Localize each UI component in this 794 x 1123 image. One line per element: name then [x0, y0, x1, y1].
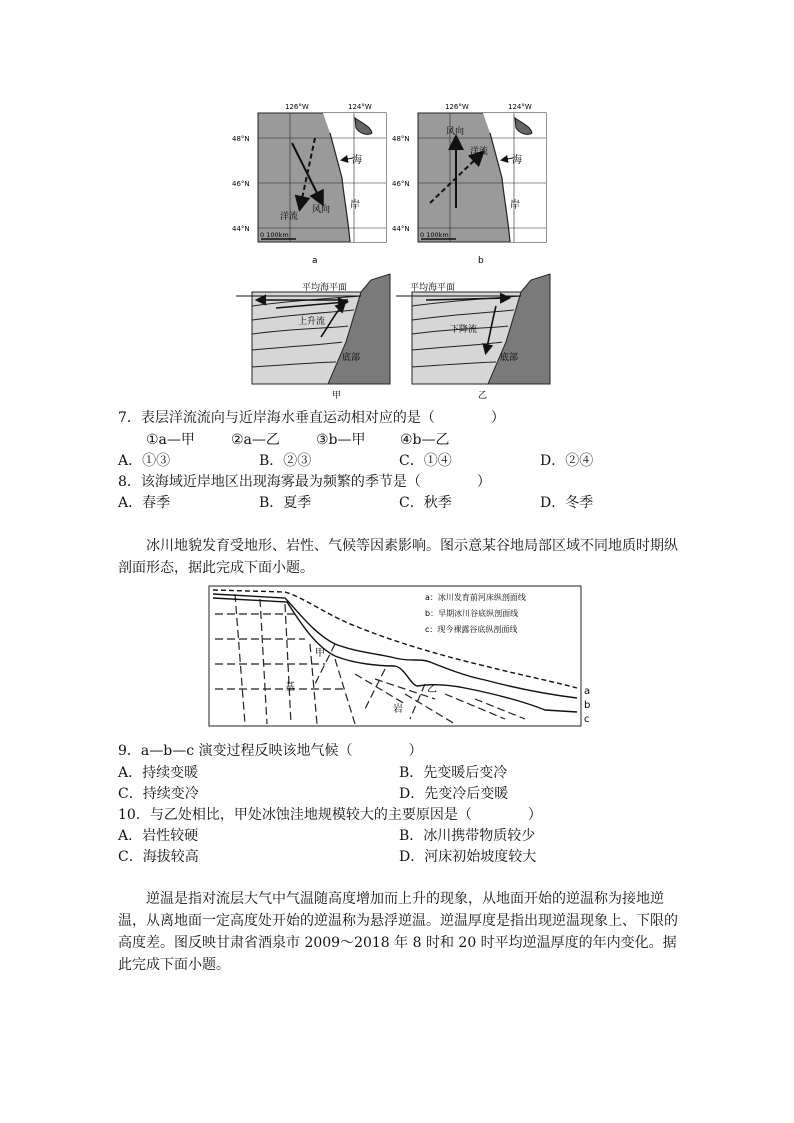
q7-item-2: ②a—乙 [231, 432, 280, 448]
bottom-label: 底部 [342, 353, 361, 363]
glacier-label-yi: 乙 [427, 684, 437, 695]
lat-label-46: 46°N [232, 180, 250, 188]
end-label-c: c [584, 714, 590, 725]
upwelling-label: 上升流 [298, 317, 326, 327]
q7-option-b[interactable]: B．②③ [259, 453, 312, 469]
label-current: 洋流 [280, 212, 299, 222]
q8-option-d[interactable]: D．冬季 [540, 495, 594, 511]
end-label-a: a [584, 686, 591, 697]
lon-label-126: 126°W [445, 103, 469, 111]
lon-label-124: 124°W [508, 103, 532, 111]
label-shore: 岸 [510, 200, 520, 211]
lat-label-44: 44°N [392, 225, 410, 233]
q7-stem: 7．表层洋流流向与近岸海水垂直运动相对应的是（ ） [118, 410, 505, 426]
q8-option-c[interactable]: C．秋季 [399, 495, 452, 511]
caption-b: b [478, 256, 484, 266]
caption-a: a [312, 256, 318, 266]
q7-item-4: ④b—乙 [400, 432, 450, 448]
lat-label-46: 46°N [392, 180, 410, 188]
q8-option-a[interactable]: A．春季 [118, 495, 171, 511]
lat-label-44: 44°N [232, 225, 250, 233]
label-shore: 岸 [350, 200, 360, 211]
scale-text: 0 100km [420, 231, 449, 239]
label-wind: 风向 [312, 205, 331, 215]
legend-c: c：现今裸露谷底纵剖面线 [425, 625, 518, 634]
glacier-label-ji: 基 [285, 682, 295, 693]
glacier-label-yan: 岩 [393, 704, 403, 715]
scale-text: 0 100km [260, 231, 289, 239]
q7-option-d[interactable]: D．②④ [540, 453, 594, 469]
section-jia [236, 272, 396, 402]
caption-yi: 乙 [478, 391, 488, 401]
legend-b: b：早期冰川谷底纵剖面线 [425, 609, 519, 618]
q10-stem: 10．与乙处相比，甲处冰蚀洼地规模较大的主要原因是（ ） [118, 807, 542, 823]
q8-stem: 8．该海域近岸地区出现海雾最为频繁的季节是（ ） [118, 474, 491, 490]
lon-label-124: 124°W [348, 103, 372, 111]
lon-label-126: 126°W [285, 103, 309, 111]
bottom-label: 底部 [500, 353, 519, 363]
q8-option-b[interactable]: B．夏季 [259, 495, 312, 511]
q9-option-c[interactable]: C．持续变冷 [118, 786, 199, 802]
section-yi [396, 272, 556, 402]
q9-stem: 9．a—b—c 演变过程反映该地气候（ ） [118, 743, 423, 759]
glacier-profile [205, 584, 600, 734]
q9-option-d[interactable]: D．先变冷后变暖 [399, 786, 509, 802]
q7-item-3: ③b—甲 [316, 432, 366, 448]
label-sea: 海 [512, 155, 522, 166]
label-sea: 海 [352, 155, 362, 166]
sea-level-label: 平均海平面 [302, 283, 348, 293]
intro-inversion: 逆温是指对流层大气中气温随高度增加而上升的现象，从地面开始的逆温称为接地逆温，从离地面一定高度处开始的逆温称为悬浮逆温。逆温厚度是指出现逆温现象上、下限的高度差。图反映甘肃省酒泉市 2009～2018 年 8 时和 20 时平均逆温厚度的年内变化。据此完成下面小题。 [118, 891, 678, 973]
end-label-b: b [584, 700, 591, 711]
caption-jia: 甲 [332, 391, 342, 401]
lat-label-48: 48°N [232, 135, 250, 143]
q10-option-a[interactable]: A．岩性较硬 [118, 828, 199, 844]
q10-option-d[interactable]: D．河床初始坡度较大 [399, 849, 537, 865]
map-a [230, 98, 400, 268]
lat-label-48: 48°N [392, 135, 410, 143]
q9-option-b[interactable]: B．先变暖后变冷 [399, 765, 508, 781]
q10-option-c[interactable]: C．海拔较高 [118, 849, 199, 865]
downwelling-label: 下降流 [450, 325, 478, 335]
q7-option-c[interactable]: C．①④ [399, 453, 452, 469]
q7-item-1: ①a—甲 [146, 432, 195, 448]
glacier-label-jia: 甲 [315, 648, 325, 659]
q10-option-b[interactable]: B．冰川携带物质较少 [399, 828, 536, 844]
label-current: 洋流 [470, 147, 489, 157]
intro-glacier: 冰川地貌发育受地形、岩性、气候等因素影响。图示意某谷地局部区域不同地质时期纵剖面形态，据此完成下面小题。 [118, 538, 678, 576]
q9-option-a[interactable]: A．持续变暖 [118, 765, 199, 781]
legend-a: a：冰川发育前河床纵剖面线 [425, 593, 526, 602]
q7-option-a[interactable]: A．①③ [118, 453, 171, 469]
sea-level-label: 平均海平面 [410, 283, 456, 293]
map-b [390, 98, 560, 268]
label-wind: 风向 [446, 127, 465, 137]
